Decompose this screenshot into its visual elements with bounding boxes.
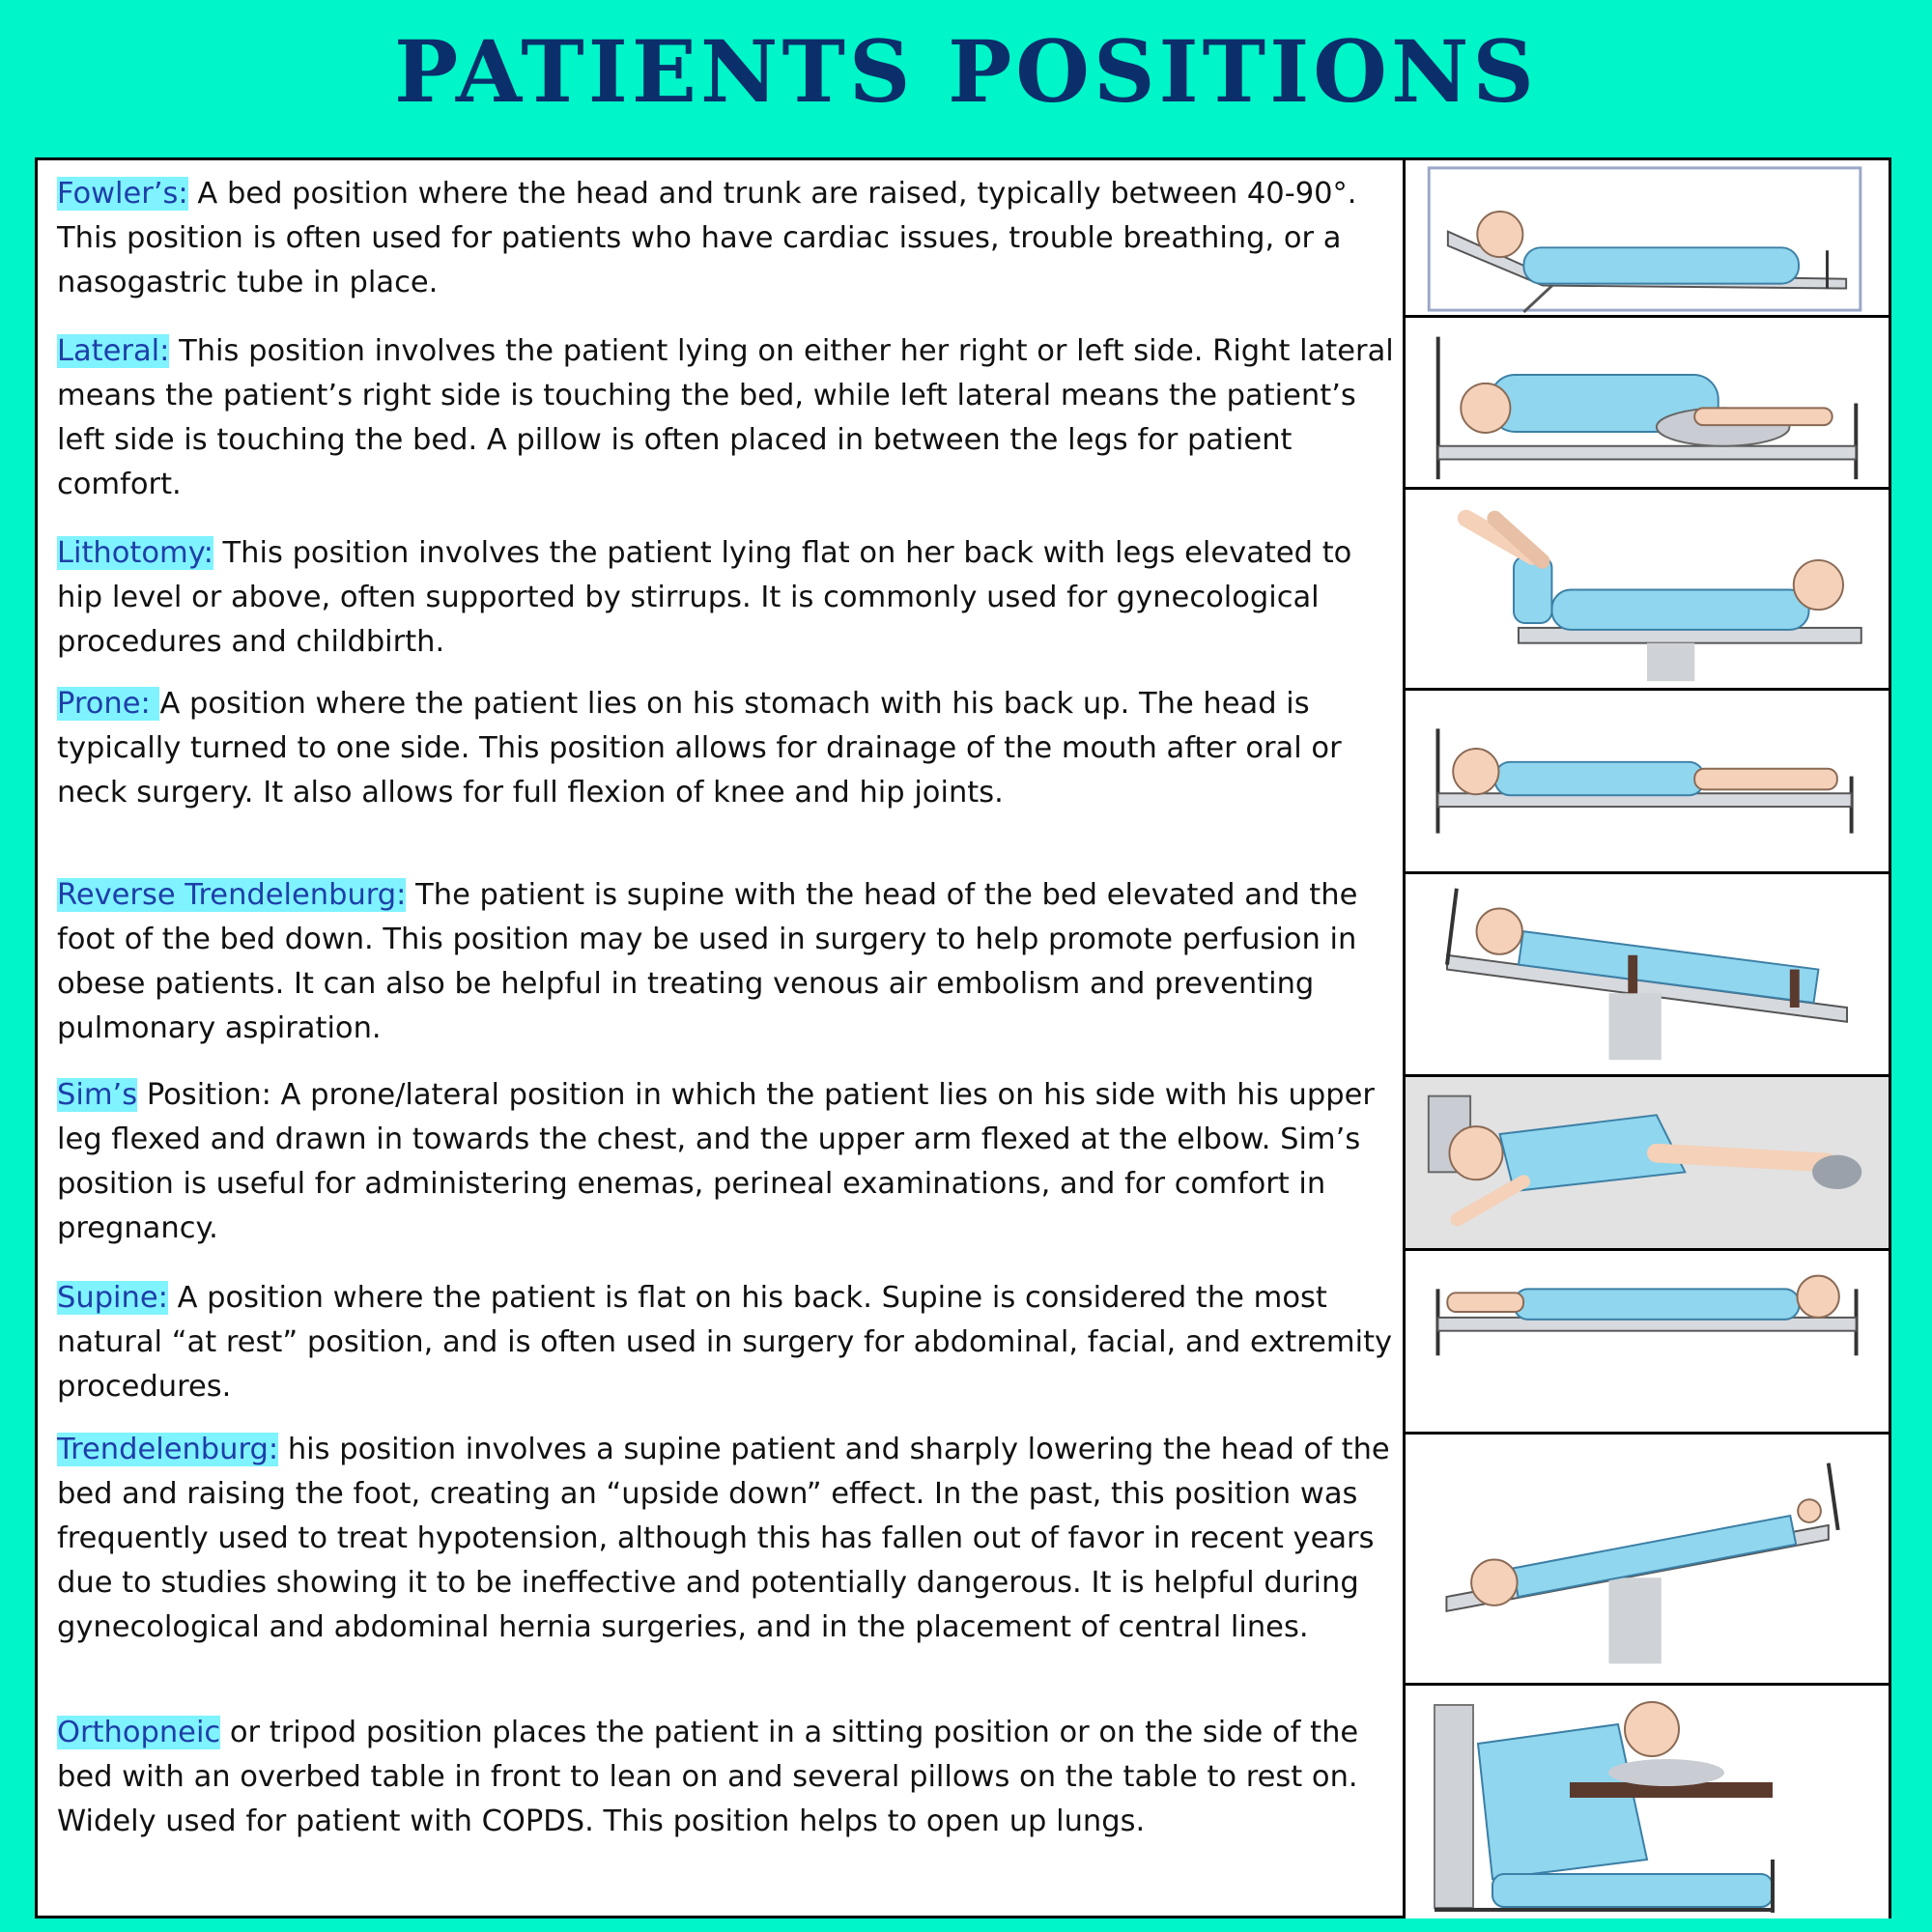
term-prone: Prone: [57,687,160,721]
entry-reverse-trendelenburg [57,873,1400,1051]
entry-sims [57,1073,1400,1251]
reverse-trendelenburg-illustration [1406,874,1889,1077]
description-supine: A position where the patient is flat on his back. Supine is considered the most natural “at rest” position, and is often used in surgery for abdominal, facial, and extremity procedures. [57,1281,1393,1404]
entry-fowlers [57,172,1400,305]
description-lithotomy: This position involves the patient lying flat on her back with legs elevated to hip level or above, often supported by stirrups. It is commonly used for gynecological procedures and childbirth. [57,536,1352,659]
term-reverse-trendelenburg: Reverse Trendelenburg: [57,878,407,912]
entry-supine [57,1276,1400,1409]
fowlers-position-illustration [1406,160,1889,318]
term-trendelenburg: Trendelenburg: [57,1433,279,1466]
entry-orthopneic [57,1711,1400,1844]
description-fowlers: A bed position where the head and trunk are raised, typically between 40-90°. This position is often used for patients who have cardiac issues, trouble breathing, or a nasogastric tube in place. [57,177,1357,299]
description-sims: Position: A prone/lateral position in which the patient lies on his side with his upper leg flexed and drawn in towards the chest, and the upper arm flexed at the elbow. Sim’s position is useful for administering enemas, perineal examinations, and for comfort in pregnancy. [57,1078,1375,1245]
term-orthopneic: Orthopneic [57,1716,221,1749]
positions-table [35,157,1891,1918]
lateral-position-illustration [1406,318,1889,490]
entry-lateral [57,329,1400,507]
supine-position-illustration [1406,1251,1889,1435]
trendelenburg-illustration [1406,1435,1889,1686]
term-supine: Supine: [57,1281,168,1315]
descriptions-column [38,160,1406,1916]
orthopneic-position-illustration [1406,1686,1889,1918]
prone-position-illustration [1406,691,1889,874]
description-prone: A position where the patient lies on his stomach with his back up. The head is typically turned to one side. This position allows for drainage of the mouth after oral or neck surgery. It also allows for full flexion of knee and hip joints. [57,687,1342,810]
lithotomy-position-illustration [1406,490,1889,691]
term-sims: Sim’s [57,1078,138,1112]
description-reverse-trendelenburg: The patient is supine with the head of the bed elevated and the foot of the bed down. This position may be used in surgery to help promote perfusion in obese patients. It can also be helpful in treating venous air embolism and preventing pulmonary aspiration. [57,878,1358,1045]
entry-prone [57,682,1400,815]
entry-lithotomy [57,531,1400,665]
description-orthopneic: or tripod position places the patient in a sitting position or on the side of the bed with an overbed table in front to lean on and several pillows on the table to rest on. Widely used for patient with COPDS. This position helps to open up lungs. [57,1716,1359,1838]
description-trendelenburg: his position involves a supine patient and sharply lowering the head of the bed and raising the foot, creating an “upside down” effect. In the past, this position was frequently used to treat hypotension, although this has fallen out of favor in recent years due to studies showing it to be ineffective and potentially dangerous. It is helpful during gynecological and abdominal hernia surgeries, and in the placement of central lines. [57,1433,1390,1644]
illustrations-column [1406,160,1889,1916]
description-lateral: This position involves the patient lying on either her right or left side. Right lateral means the patient’s right side is touching the bed, while left lateral means the patient’s left side is touching the bed. A pillow is often placed in between the legs for patient comfort. [57,334,1394,501]
sims-position-illustration [1406,1077,1889,1251]
term-lateral: Lateral: [57,334,170,368]
term-fowlers: Fowler’s: [57,177,188,211]
page-title: PATIENTS POSITIONS [394,21,1538,122]
entry-trendelenburg [57,1428,1400,1650]
term-lithotomy: Lithotomy: [57,536,213,570]
